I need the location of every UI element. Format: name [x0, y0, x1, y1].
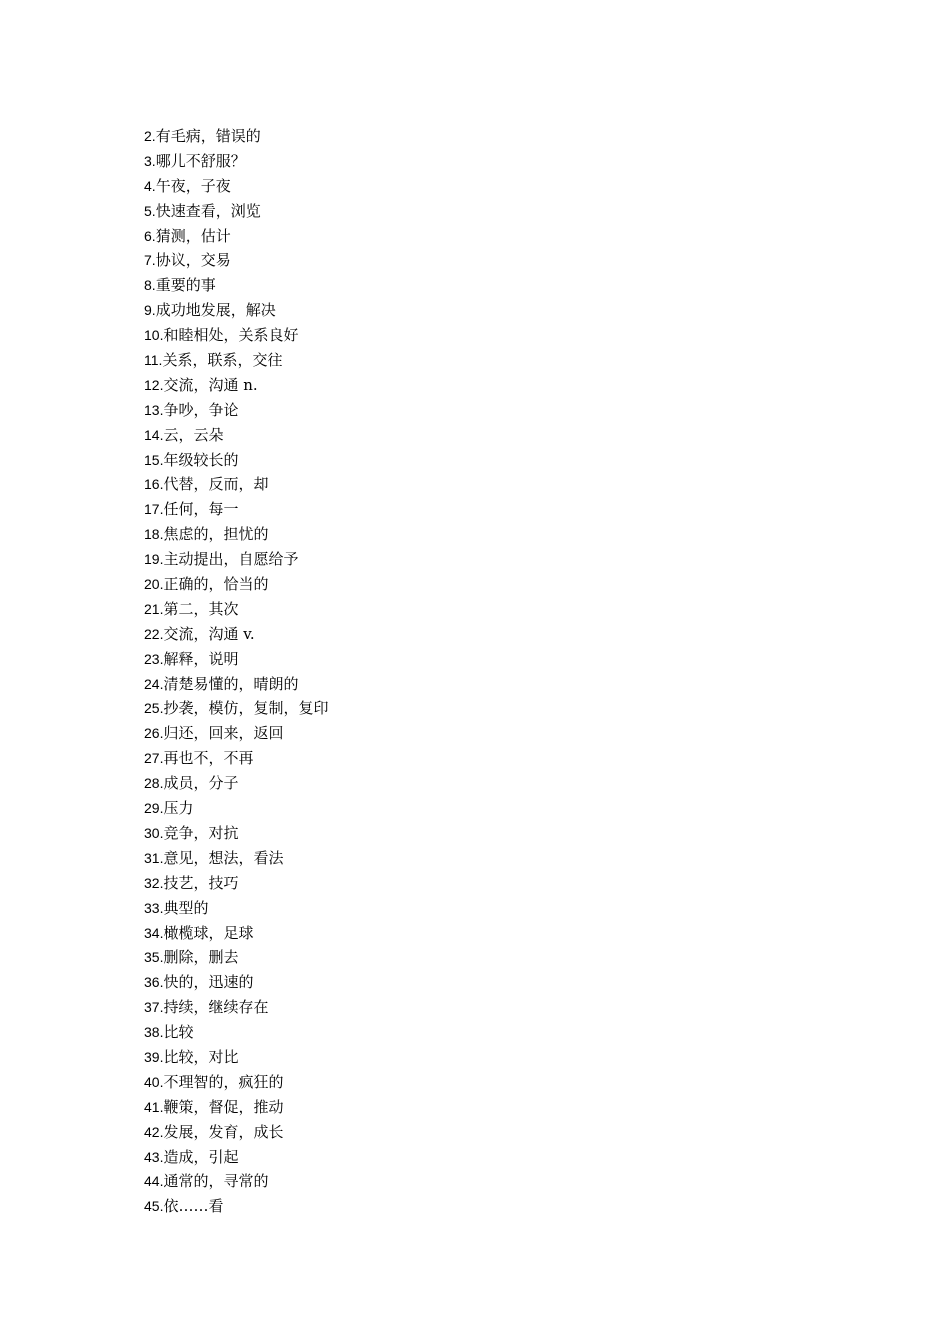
item-number: 16.	[144, 476, 164, 493]
item-number: 4.	[144, 177, 156, 194]
item-text: 第二，其次	[163, 599, 239, 618]
item-text: 比较	[163, 1023, 194, 1042]
item-number: 32.	[144, 874, 164, 891]
item-number: 19.	[144, 551, 164, 568]
item-number: 25.	[144, 700, 164, 717]
item-text: 协议，交易	[155, 251, 231, 270]
item-number: 27.	[144, 750, 164, 767]
item-text: 云，云朵	[163, 425, 224, 444]
list-item	[144, 497, 328, 522]
list-item	[144, 273, 328, 298]
item-text: 归还，回来，返回	[163, 724, 284, 743]
item-number: 29.	[144, 800, 164, 817]
item-text: 典型的	[163, 898, 209, 917]
list-item	[144, 224, 328, 249]
item-number: 34.	[144, 924, 164, 941]
item-text: 交流，沟通 n.	[163, 375, 258, 394]
item-number: 28.	[144, 775, 164, 792]
item-number: 23.	[144, 650, 164, 667]
item-text: 再也不，不再	[163, 749, 254, 768]
item-text: 通常的，寻常的	[163, 1172, 269, 1191]
item-text: 代替，反而，却	[163, 475, 269, 494]
list-item	[144, 373, 328, 398]
item-number: 45.	[144, 1198, 164, 1215]
list-item	[144, 1169, 328, 1194]
item-text: 交流，沟通 v.	[163, 624, 255, 643]
list-item	[144, 1070, 328, 1095]
item-text: 成员，分子	[163, 774, 239, 793]
item-text: 比较，对比	[163, 1047, 239, 1066]
list-item	[144, 149, 328, 174]
item-text: 技艺，技巧	[163, 873, 239, 892]
list-item	[144, 423, 328, 448]
item-text: 依……看	[163, 1197, 224, 1216]
item-number: 40.	[144, 1073, 164, 1090]
list-item	[144, 970, 328, 995]
item-text: 快速查看，浏览	[155, 201, 261, 220]
item-number: 11.	[144, 352, 163, 369]
list-item	[144, 846, 328, 871]
list-item	[144, 348, 328, 373]
list-item	[144, 1045, 328, 1070]
item-number: 2.	[144, 128, 156, 144]
list-item	[144, 323, 328, 348]
item-number: 21.	[144, 600, 164, 617]
item-text: 哪儿不舒服？	[155, 151, 246, 170]
list-item	[144, 597, 328, 622]
item-number: 22.	[144, 625, 164, 642]
list-item	[144, 124, 328, 149]
item-text: 有毛病，错误的	[155, 127, 261, 145]
item-text: 和睦相处，关系良好	[163, 326, 299, 345]
list-item	[144, 547, 328, 572]
item-text: 解释，说明	[163, 649, 239, 668]
item-text: 正确的，恰当的	[163, 575, 269, 594]
list-item	[144, 995, 328, 1020]
item-number: 42.	[144, 1123, 164, 1140]
item-number: 39.	[144, 1048, 164, 1065]
item-text: 争吵，争论	[163, 400, 239, 419]
item-number: 18.	[144, 526, 164, 543]
list-item	[144, 771, 328, 796]
item-number: 8.	[144, 277, 156, 294]
item-number: 6.	[144, 227, 156, 244]
item-number: 7.	[144, 252, 156, 269]
item-number: 17.	[144, 501, 164, 518]
item-text: 焦虑的，担忧的	[163, 525, 269, 544]
list-item	[144, 1120, 328, 1145]
item-number: 20.	[144, 576, 164, 593]
item-number: 30.	[144, 824, 164, 841]
list-item	[144, 448, 328, 473]
list-item	[144, 796, 328, 821]
list-item	[144, 622, 328, 647]
item-number: 36.	[144, 974, 164, 991]
list-item	[144, 1194, 328, 1219]
list-item	[144, 472, 328, 497]
item-text: 删除，删去	[163, 948, 239, 967]
item-text: 发展，发育，成长	[163, 1122, 284, 1141]
item-number: 3.	[144, 152, 156, 169]
item-text: 成功地发展，解决	[155, 301, 276, 320]
list-item	[144, 945, 328, 970]
item-text: 不理智的，疯狂的	[163, 1072, 284, 1091]
list-item	[144, 522, 328, 547]
list-item	[144, 572, 328, 597]
item-number: 12.	[144, 376, 164, 393]
item-text: 快的，迅速的	[163, 973, 254, 992]
list-item	[144, 647, 328, 672]
item-number: 41.	[144, 1098, 164, 1115]
item-text: 橄榄球，足球	[163, 923, 254, 942]
list-item	[144, 871, 328, 896]
item-number: 33.	[144, 899, 164, 916]
item-number: 24.	[144, 675, 164, 692]
item-text: 压力	[163, 799, 194, 818]
list-item	[144, 921, 328, 946]
item-text: 任何，每一	[163, 500, 239, 519]
item-text: 主动提出，自愿给予	[163, 550, 299, 569]
list-item	[144, 821, 328, 846]
list-item	[144, 696, 328, 721]
item-text: 抄袭，模仿，复制，复印	[163, 699, 329, 718]
item-text: 清楚易懂的，晴朗的	[163, 674, 299, 693]
list-item	[144, 746, 328, 771]
item-number: 26.	[144, 725, 164, 742]
item-number: 9.	[144, 302, 156, 319]
item-text: 造成，引起	[163, 1147, 239, 1166]
list-item	[144, 672, 328, 697]
item-number: 5.	[144, 202, 156, 219]
list-item	[144, 398, 328, 423]
item-text: 关系，联系，交往	[162, 351, 283, 370]
item-text: 意见，想法，看法	[163, 848, 284, 867]
list-item	[144, 1145, 328, 1170]
item-text: 竞争，对抗	[163, 823, 239, 842]
list-item	[144, 1095, 328, 1120]
item-text: 鞭策，督促，推动	[163, 1097, 284, 1116]
item-text: 重要的事	[155, 276, 216, 295]
list-item	[144, 298, 328, 323]
item-number: 38.	[144, 1024, 164, 1041]
vocabulary-list	[144, 124, 328, 1219]
item-number: 44.	[144, 1173, 164, 1190]
item-number: 37.	[144, 999, 164, 1016]
item-number: 15.	[144, 451, 164, 468]
list-item	[144, 248, 328, 273]
list-item	[144, 174, 328, 199]
item-number: 31.	[144, 849, 164, 866]
list-item	[144, 1020, 328, 1045]
list-item	[144, 721, 328, 746]
item-text: 年级较长的	[163, 450, 239, 469]
item-number: 43.	[144, 1148, 164, 1165]
item-number: 10.	[144, 327, 164, 344]
item-number: 14.	[144, 426, 164, 443]
list-item	[144, 896, 328, 921]
item-text: 午夜，子夜	[155, 176, 231, 195]
item-number: 35.	[144, 949, 164, 966]
list-item	[144, 199, 328, 224]
item-text: 猜测，估计	[155, 226, 231, 245]
item-number: 13.	[144, 401, 164, 418]
item-text: 持续，继续存在	[163, 998, 269, 1017]
